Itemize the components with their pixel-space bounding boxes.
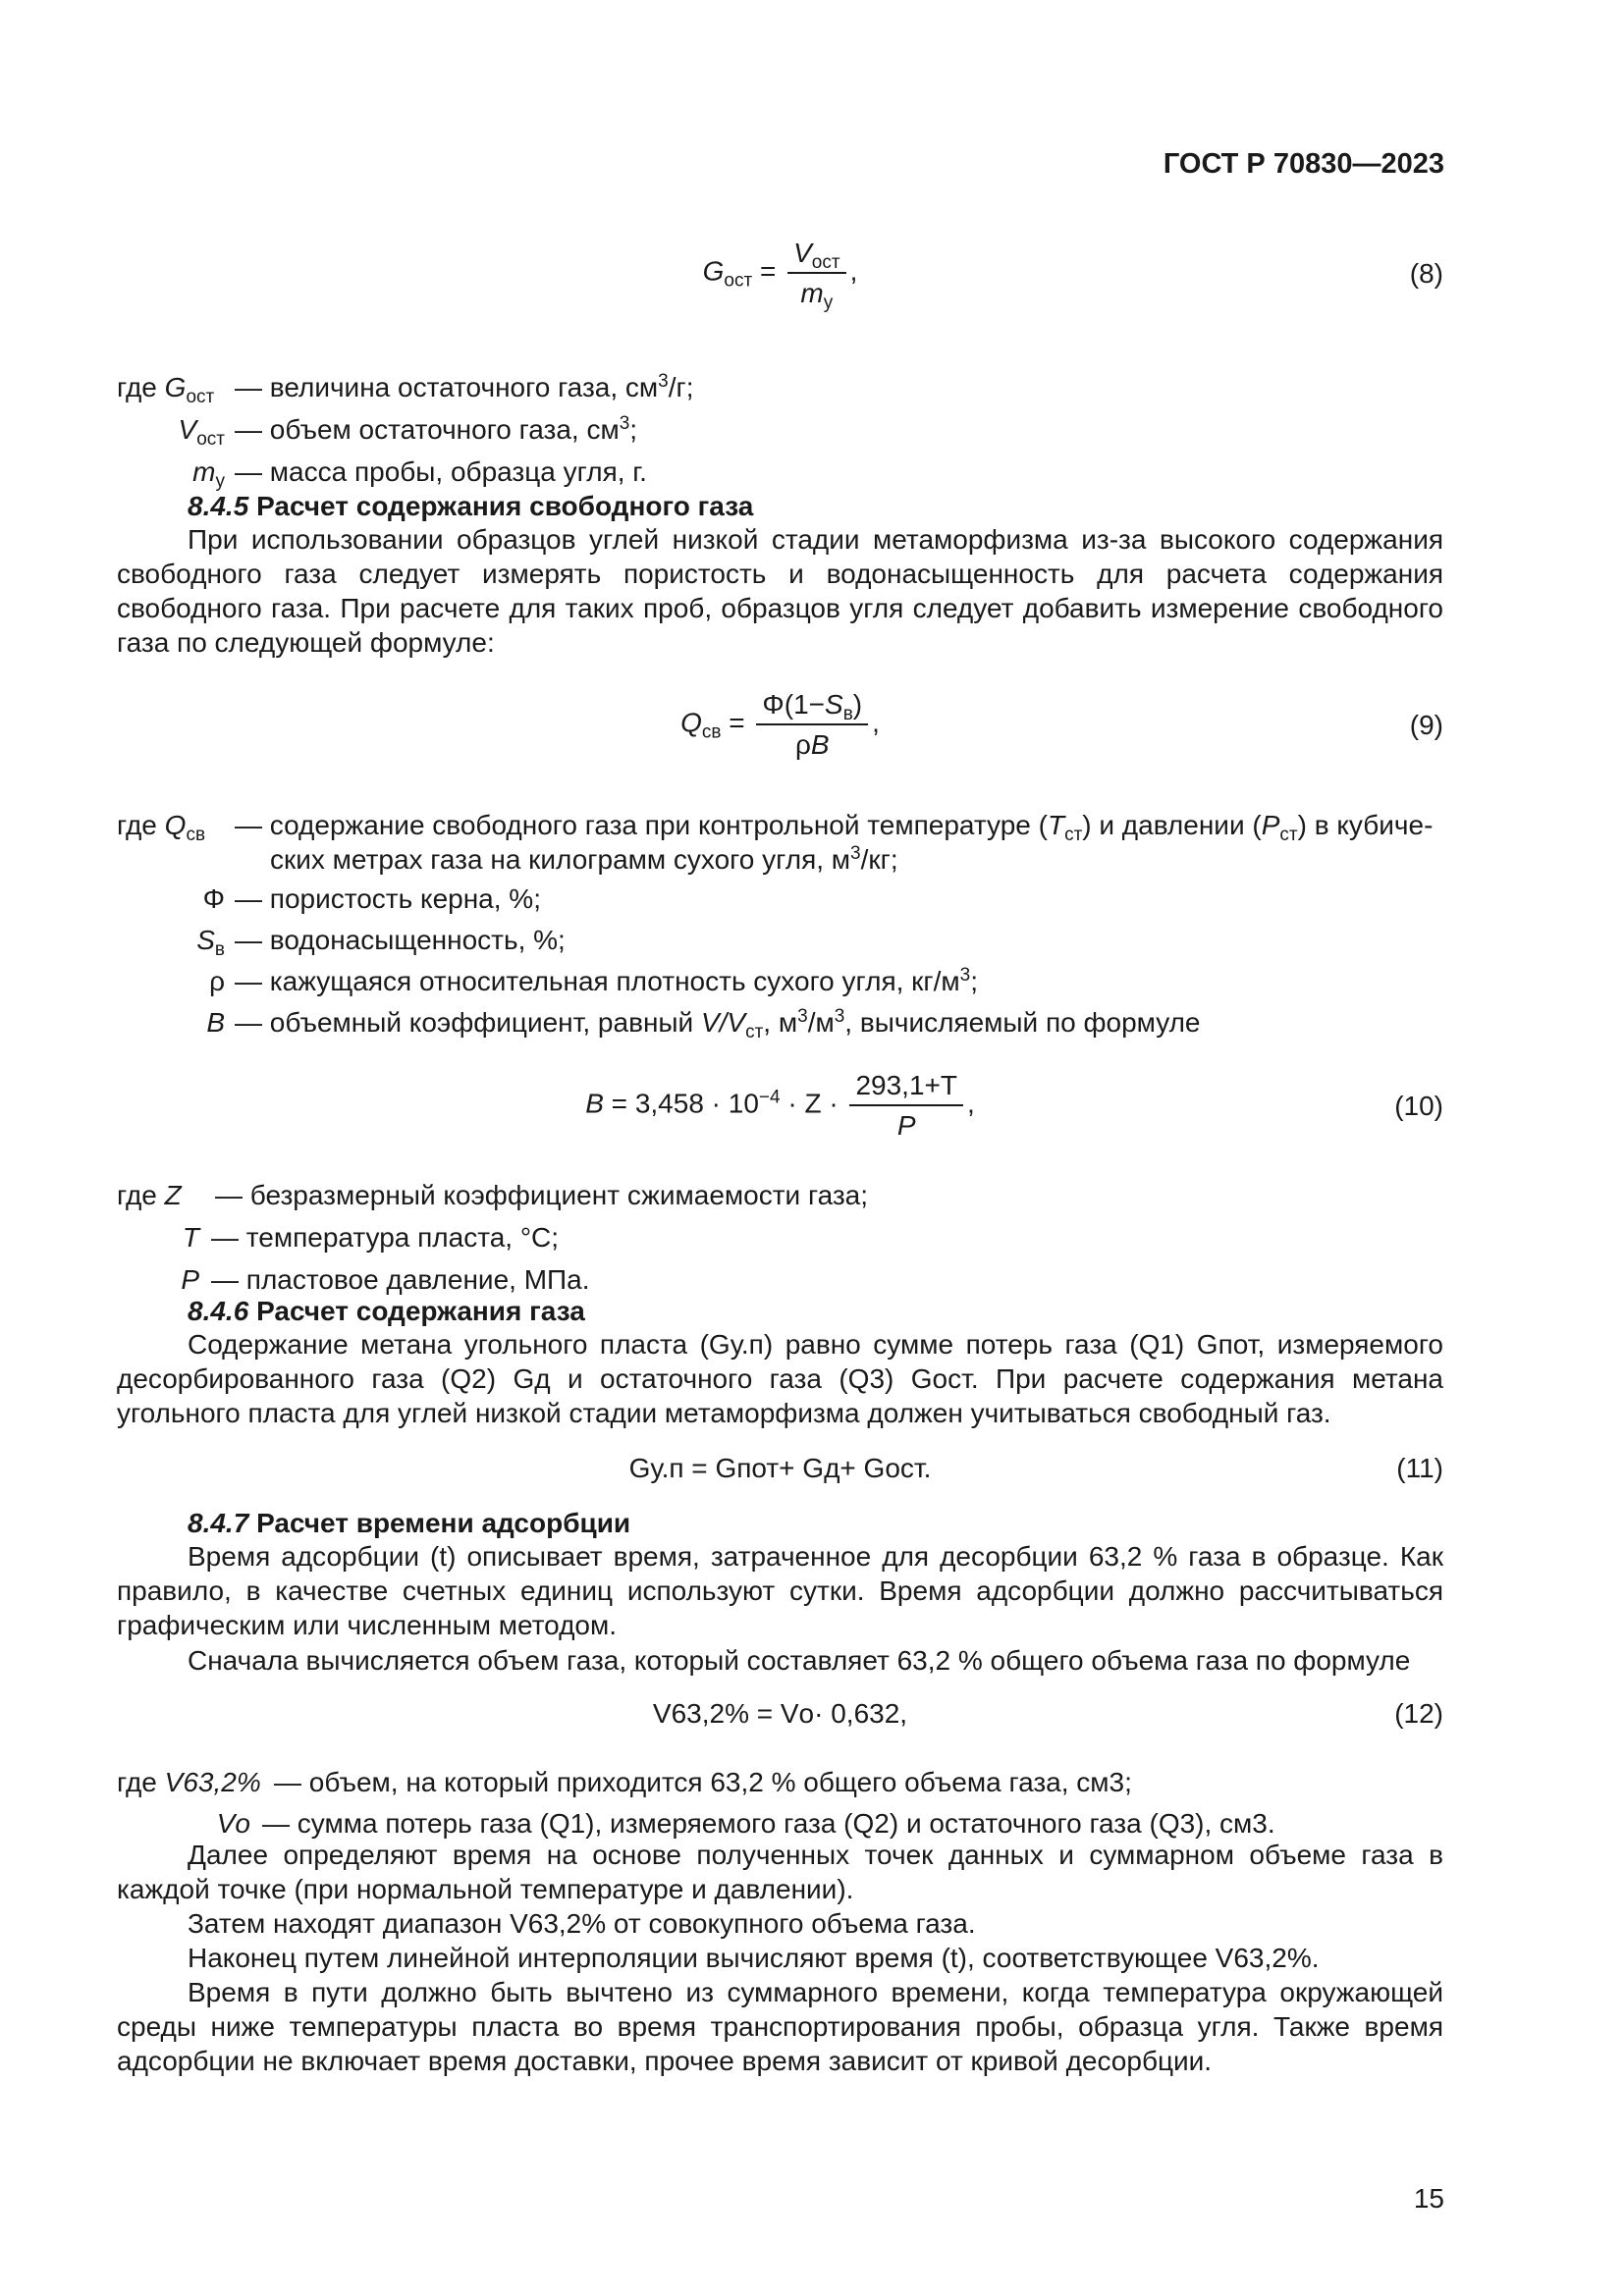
- equation-8: $G_{ост}$ = $\frac{V_{ост}}{m_у}$ , (8): [702, 238, 1443, 313]
- page-number: 15: [1413, 2183, 1444, 2214]
- paragraph: Содержание метана угольного пласта (Gу.п) равно сумме потерь газа (Q1) Gпот, измеряемого десорбированного газа (Q2) Gд и остаточного газа (Q3) Gост. При расчете содержания метана угольного пласта для углей низкой стадии метаморфизма должен учитываться свободный газ.: [117, 1329, 1443, 1428]
- section-heading-8-4-5: 8.4.5 Расчет содержания свободного газа: [188, 491, 754, 521]
- equation-11: Gу.п = Gпот+ Gд+ Gост. (11): [628, 1453, 1443, 1483]
- equation-number: (9): [1409, 709, 1443, 740]
- paragraph: Время адсорбции (t) описывает время, затраченное для десорбции 63,2 % газа в образце. Как правило, в качестве счетных единиц используют сутки. Время адсорбции должно рассчитываться графическим или численным методом.: [117, 1541, 1443, 1640]
- equation-number: (12): [1394, 1698, 1443, 1729]
- paragraph: При использовании образцов углей низкой стадии метаморфизма из-за высокого содержания свободного газа следует измерять пористость и водонасыщенность для расчета содержания свободного газа. При расчете для таких проб, образцов угля следует добавить измерение свободного газа по следующей формуле:: [117, 524, 1443, 658]
- section-heading-8-4-7: 8.4.7 Расчет времени адсорбции: [188, 1508, 631, 1538]
- paragraph: Время в пути должно быть вычтено из суммарного времени, когда температура окружающей среды ниже температуры пласта во время транспортирования пробы, образца угля. Также время адсорбции не включает время доставки, прочее время зависит от кривой десорбции.: [117, 1977, 1443, 2076]
- paragraph: Далее определяют время на основе полученных точек данных и суммарном объеме газа в каждой точке (при нормальной температуре и давлении).: [117, 1840, 1443, 1904]
- paragraph: Затем находят диапазон V63,2% от совокупного объема газа.: [188, 1908, 976, 1939]
- equation-number: (11): [1396, 1453, 1443, 1483]
- equation-number: (8): [1409, 257, 1443, 289]
- paragraph: Сначала вычисляется объем газа, который составляет 63,2 % общего объема газа по формуле: [188, 1645, 1411, 1676]
- paragraph: Наконец путем линейной интерполяции вычисляют время (t), соответствующее V63,2%.: [188, 1943, 1320, 1973]
- document-header: ГОСТ Р 70830—2023: [1163, 148, 1444, 180]
- section-heading-8-4-6: 8.4.6 Расчет содержания газа: [188, 1296, 585, 1326]
- equation-9: $Q_{св}$ = $\frac{\Phi(1-S_в)}{\rho B}$ , (9): [680, 689, 1443, 760]
- equation-number: (10): [1394, 1090, 1443, 1121]
- equation-10: $B = 3,458 \cdot 10^{-4} \cdot Z$ · $\frac{293,1+T}{P}$ , (10): [585, 1070, 1443, 1141]
- equation-12: V63,2% = Vо· 0,632, (12): [652, 1698, 1443, 1729]
